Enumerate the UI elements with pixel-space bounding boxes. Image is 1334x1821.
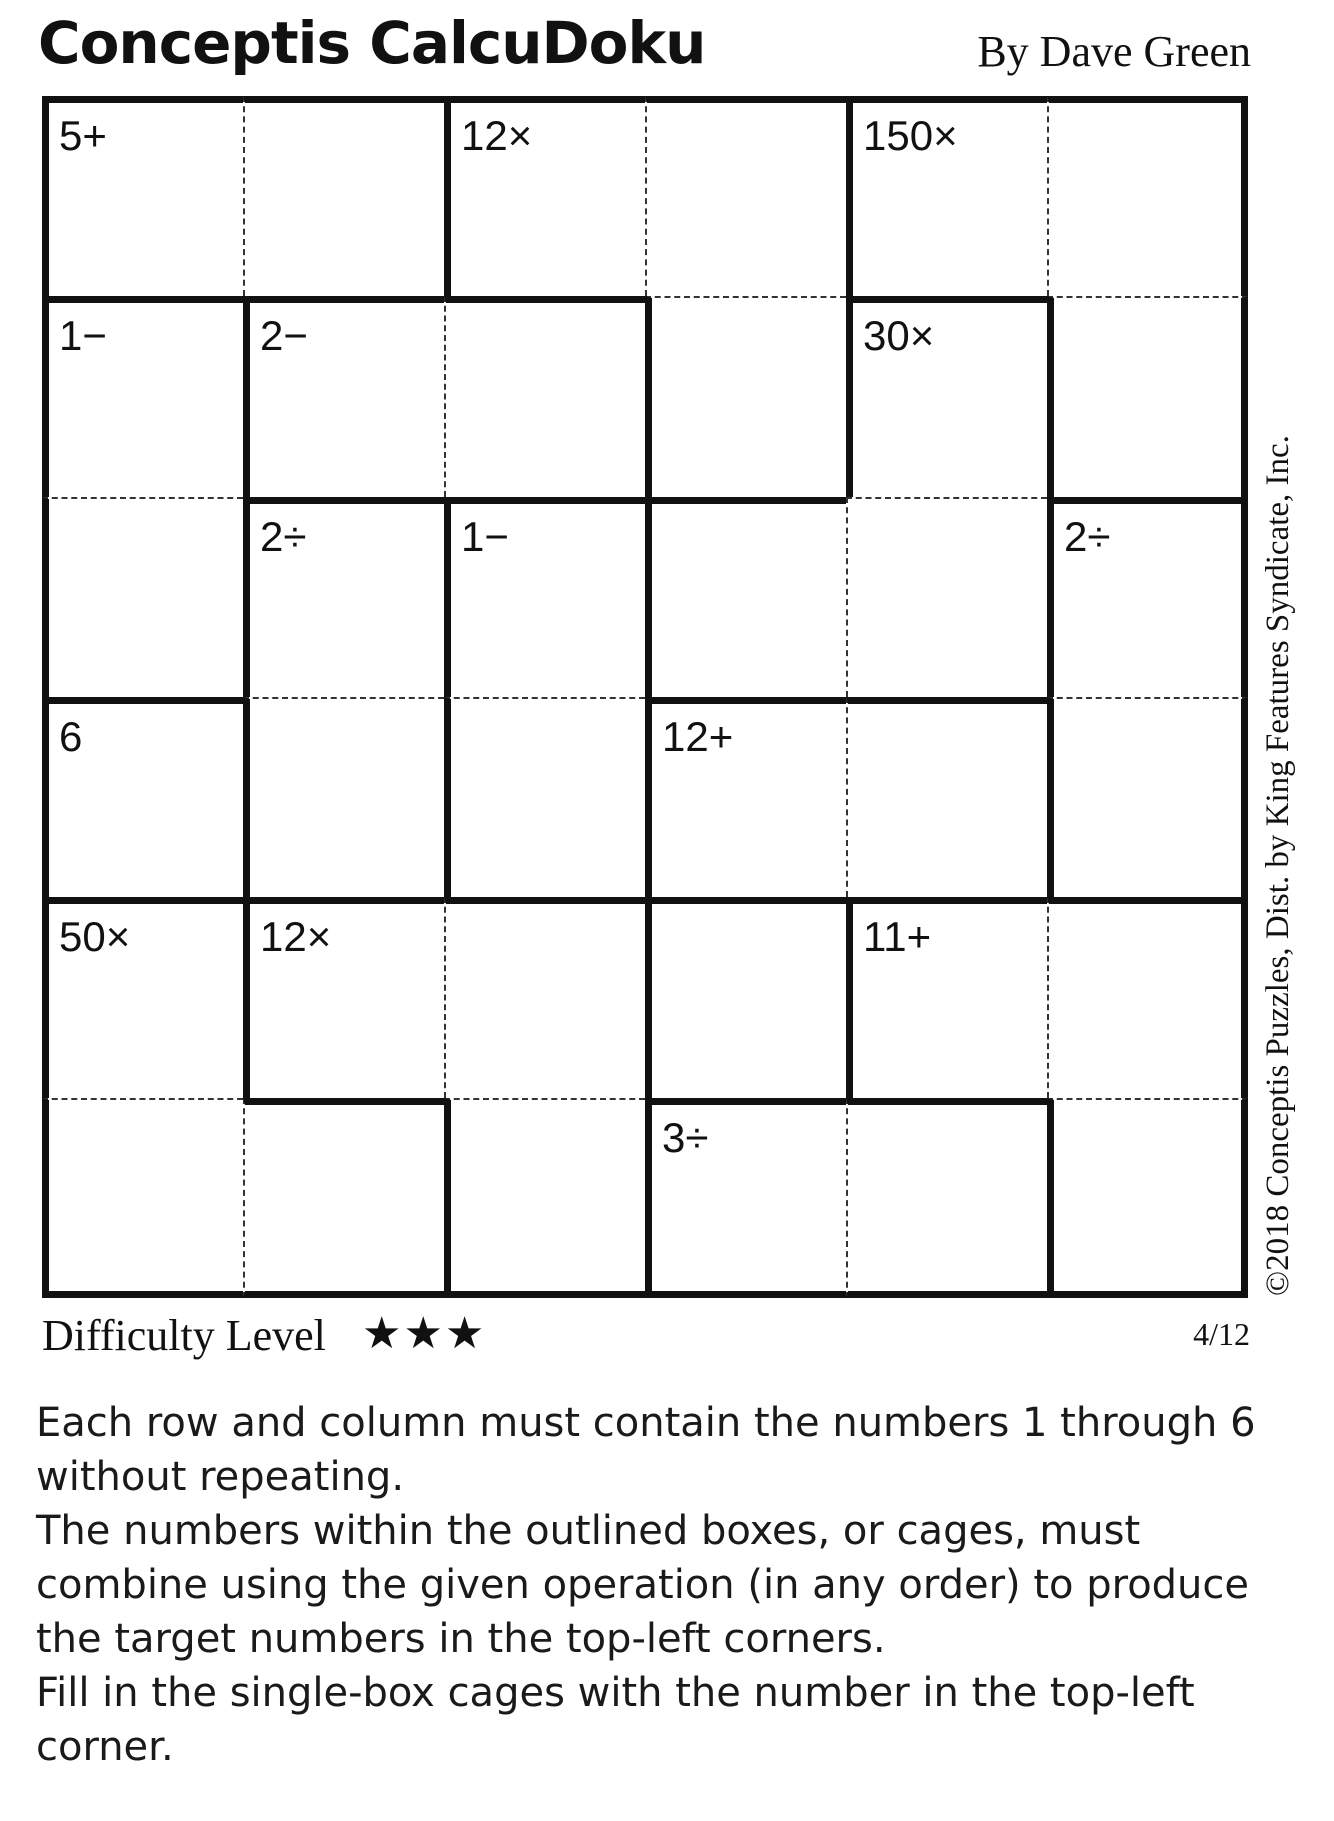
grid-cell[interactable] xyxy=(42,96,243,296)
grid-cell[interactable] xyxy=(645,1098,846,1298)
grid-cell[interactable] xyxy=(444,697,645,897)
puzzle-date: 4/12 xyxy=(1193,1316,1250,1352)
grid-cell[interactable] xyxy=(243,897,444,1097)
grid-cell[interactable] xyxy=(645,897,846,1097)
puzzle-title: Conceptis CalcuDoku xyxy=(38,9,706,77)
grid-cell[interactable] xyxy=(645,96,846,296)
grid-cell[interactable] xyxy=(645,497,846,697)
grid-cell[interactable] xyxy=(444,1098,645,1298)
grid-cell[interactable] xyxy=(846,897,1047,1097)
copyright-notice: ©2018 Conceptis Puzzles, Dist. by King Features Syndicate, Inc. xyxy=(1260,435,1296,1296)
grid-cell[interactable] xyxy=(243,497,444,697)
grid-cell[interactable] xyxy=(846,497,1047,697)
cage-clue: 2− xyxy=(260,312,308,360)
grid-cell[interactable] xyxy=(846,1098,1047,1298)
instruction-rows-columns: Each row and column must contain the numbers 1 through 6 without repeating. xyxy=(36,1400,1256,1500)
cage-clue: 2÷ xyxy=(260,512,307,560)
grid-cell[interactable] xyxy=(1047,497,1248,697)
grid-cell[interactable] xyxy=(1047,1098,1248,1298)
cage-clue: 1− xyxy=(59,312,107,360)
grid-cell[interactable] xyxy=(444,96,645,296)
grid-cell[interactable] xyxy=(243,96,444,296)
grid-cell[interactable] xyxy=(243,697,444,897)
cage-clue: 12+ xyxy=(662,713,734,760)
cage-clue: 12× xyxy=(260,913,332,961)
grid-cell[interactable] xyxy=(645,697,846,897)
cage-clue: 150× xyxy=(863,112,958,159)
grid-cell[interactable] xyxy=(42,497,243,697)
grid-cell[interactable] xyxy=(243,296,444,496)
grid-cell[interactable] xyxy=(243,1098,444,1298)
grid-cell[interactable] xyxy=(1047,296,1248,496)
instructions xyxy=(36,1396,1306,1774)
instruction-single-cages: Fill in the single-box cages with the number in the top-left corner. xyxy=(36,1670,1195,1770)
cage-clue: 5+ xyxy=(59,112,107,159)
grid-cell[interactable] xyxy=(1047,897,1248,1097)
cage-clue: 30× xyxy=(863,312,935,360)
instruction-cages: The numbers within the outlined boxes, or cages, must combine using the given operation (in any order) to produce the target numbers in the top-left corners. xyxy=(36,1508,1250,1662)
grid-cell[interactable] xyxy=(846,96,1047,296)
cage-clue: 3÷ xyxy=(662,1113,709,1161)
cage-clue: 6 xyxy=(59,713,83,760)
difficulty-label: Difficulty Level xyxy=(42,1311,326,1360)
cage-clue: 11+ xyxy=(863,913,932,961)
cage-clue: 1− xyxy=(461,512,509,560)
cage-clue: 2÷ xyxy=(1064,512,1111,560)
grid-cell[interactable] xyxy=(645,296,846,496)
grid-cell[interactable] xyxy=(444,296,645,496)
grid-cell[interactable] xyxy=(846,697,1047,897)
grid-cell[interactable] xyxy=(444,497,645,697)
grid-cell[interactable] xyxy=(42,897,243,1097)
difficulty-stars: ★★★ xyxy=(362,1308,487,1359)
grid-cell[interactable] xyxy=(1047,96,1248,296)
grid-cell[interactable] xyxy=(1047,697,1248,897)
grid-cell[interactable] xyxy=(42,1098,243,1298)
cage-clue: 50× xyxy=(59,913,131,961)
grid-cell[interactable] xyxy=(846,296,1047,496)
grid-cell[interactable] xyxy=(42,296,243,496)
grid-cell[interactable] xyxy=(42,697,243,897)
author-byline: By Dave Green xyxy=(977,27,1251,76)
cage-clue: 12× xyxy=(461,112,533,159)
calcudoku-grid xyxy=(42,96,1248,1298)
grid-cell[interactable] xyxy=(444,897,645,1097)
